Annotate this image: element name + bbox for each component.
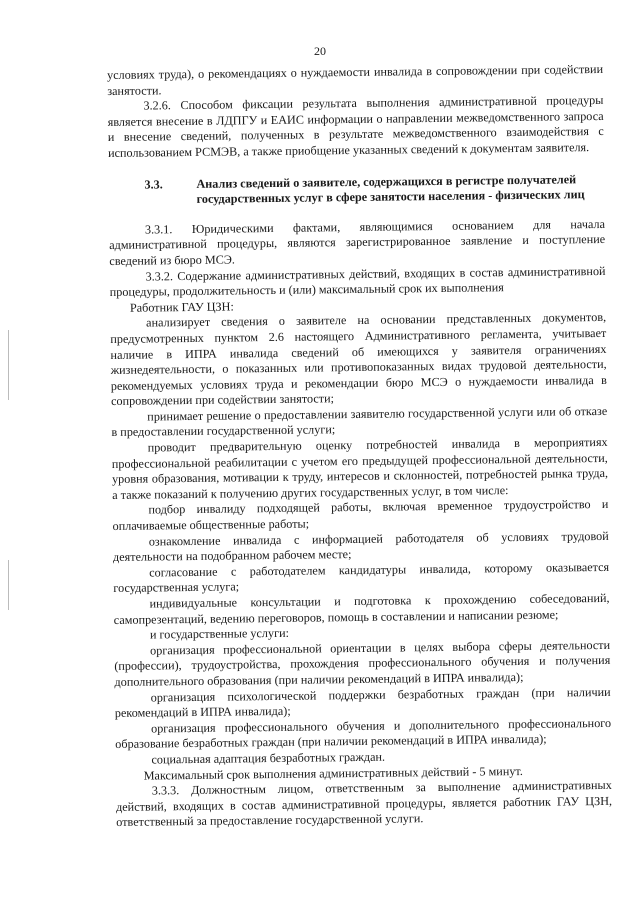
list-item: индивидуальные консультации и подготовка к прохождению собеседований, самопрезентаций, ведению переговоров, помощь в составлении и написании резюме; <box>113 590 610 627</box>
list-item: и государственные услуги: <box>149 626 290 642</box>
list-item: организация профессионального обучения и дополнительного профессионального образование безработных граждан (при наличии рекомендаций в ИПРА инвалида); <box>115 715 612 752</box>
paragraph-3-3-3: 3.3.3. Должностным лицом, ответственным за выполнение административных действий, входящих в состав административной процедуры, является работник ГАУ ЦЗН, ответственный за предоставление государственной услуги. <box>115 778 613 830</box>
paragraph-3-3-2: 3.3.2. Содержание административных действий, входящих в состав административной процедуры, продолжительность и (или) максимальный срок их выполнения <box>109 263 606 300</box>
paragraph-3-2-6: 3.2.6. Способом фиксации результата выполнения административной процедуры является внесение в ЛДПГУ и ЕАИС информации о направлении межведомственного запроса и внесение сведений, полученных в результате межведомственного взаимодействия с использованием РСМЭВ, а также приобщение указанных сведений к документам заявителя. <box>107 93 604 160</box>
paragraph-assesses: проводит предварительную оценку потребностей инвалида в мероприятиях профессиональной реабилитации с учетом его предыдущей профессиональной деятельности, уровня образования, мотивации к труду, интересов и склонностей, потребностей рынка труда, а также показаний к получению других государственных услуг, в том числе: <box>111 434 609 502</box>
list-item: согласование с работодателем кандидатуры инвалида, которому оказывается государственная услуга; <box>113 559 610 596</box>
document-body <box>107 62 612 831</box>
paragraph-3-3-1: 3.3.1. Юридическими фактами, являющимися основанием для начала административной процедуры, являются зарегистрированное заявление и поступление сведений из бюро МСЭ. <box>109 216 606 268</box>
list-item: социальная адаптация безработных граждан. <box>151 749 386 767</box>
margin-mark <box>8 330 9 400</box>
paragraph-max-time: Максимальный срок выполнения административных действий - 5 минут. <box>143 763 523 783</box>
paragraph-analyzes: анализирует сведения о заявителе на основании представленных документов, предусмотренных пунктом 2.6 настоящего Административного регламента, учитывает наличие в ИПРА инвалида сведений об имеющихся у заявителя ограничениях жизнедеятельности, о показанных или противопоказанных видах трудовой деятельности, рекомендуемых условиях труда и рекомендации бюро МСЭ о нуждаемости инвалида в сопровождении при содействии занятости; <box>110 310 607 409</box>
section-title: Анализ сведений о заявителе, содержащихся в регистре получателей государственных услуг в сфере занятости населения - физических лиц <box>196 171 585 207</box>
page-number: 20 <box>314 44 326 58</box>
paragraph-continuation: условиях труда), о рекомендациях о нуждаемости инвалида в сопровождении при содействии занятости. <box>107 61 604 98</box>
list-item: организация профессиональной ориентации в целях выбора сферы деятельности (профессии), трудоустройства, прохождения профессионального обучения и получения дополнительного образования (при наличии рекомендаций в ИПРА инвалида); <box>114 637 611 689</box>
list-item: подбор инвалиду подходящей работы, включая временное трудоустройство и оплачиваемые общественные работы; <box>112 497 609 533</box>
section-heading <box>108 171 604 208</box>
list-item: организация психологической поддержки безработных граждан (при наличии рекомендаций в ИПРА инвалида); <box>114 684 611 721</box>
margin-mark <box>8 560 9 610</box>
worker-label: Работник ГАУ ЦЗН: <box>129 299 234 315</box>
section-number: 3.3. <box>144 176 163 192</box>
list-item: ознакомление инвалида с информацией работодателя об условиях трудовой деятельности на подобранном рабочем месте; <box>112 528 609 565</box>
paragraph-decides: принимает решение о предоставлении заявителю государственной услуги или об отказе в предоставлении государственной услуги; <box>111 403 608 440</box>
